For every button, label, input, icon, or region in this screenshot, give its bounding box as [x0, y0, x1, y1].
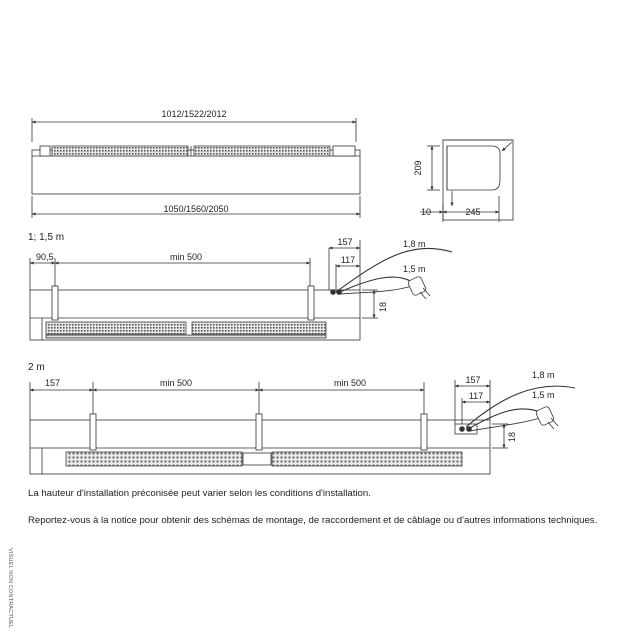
section-short-edge-offset: 90,5	[36, 252, 54, 262]
section-short-cable-long: 1,8 m	[403, 239, 426, 249]
section-long-cable-short: 1,5 m	[532, 390, 555, 400]
top-outer-length: 1012/1522/2012	[161, 109, 227, 119]
section-long-spacing-left: min 500	[159, 378, 193, 388]
section-long-drawing	[30, 380, 575, 474]
section-short-conn-inner: 117	[340, 255, 356, 265]
section-short-cable-short: 1,5 m	[403, 264, 426, 274]
side-depth: 245	[465, 207, 481, 217]
section-long-spacing-right: min 500	[333, 378, 367, 388]
non-contractual-label: VISUEL NON CONTRACTUEL	[7, 548, 13, 629]
top-view	[32, 118, 360, 218]
section-long-conn-height: 18	[507, 431, 517, 443]
section-short-title: 1; 1,5 m	[28, 232, 65, 243]
section-long-title: 2 m	[28, 362, 45, 373]
side-offset: 10	[420, 207, 432, 217]
install-height-note: La hauteur d'installation préconisée peut varier selon les conditions d'installation.	[28, 488, 371, 499]
section-short-conn-outer: 157	[337, 237, 353, 247]
section-long-conn-outer: 157	[465, 375, 481, 385]
side-height: 209	[413, 160, 423, 176]
section-short-conn-height: 18	[378, 301, 388, 313]
section-long-edge-offset: 157	[45, 378, 61, 388]
manual-reference-note: Reportez-vous à la notice pour obtenir des schémas de montage, de raccordement et de câblage ou d'autres informations techniques.	[28, 515, 598, 526]
section-long-conn-inner: 117	[468, 391, 484, 401]
top-mount-length: 1050/1560/2050	[163, 204, 229, 214]
section-short-drawing	[30, 240, 452, 340]
section-short-spacing: min 500	[169, 252, 203, 262]
section-long-cable-long: 1,8 m	[532, 370, 555, 380]
